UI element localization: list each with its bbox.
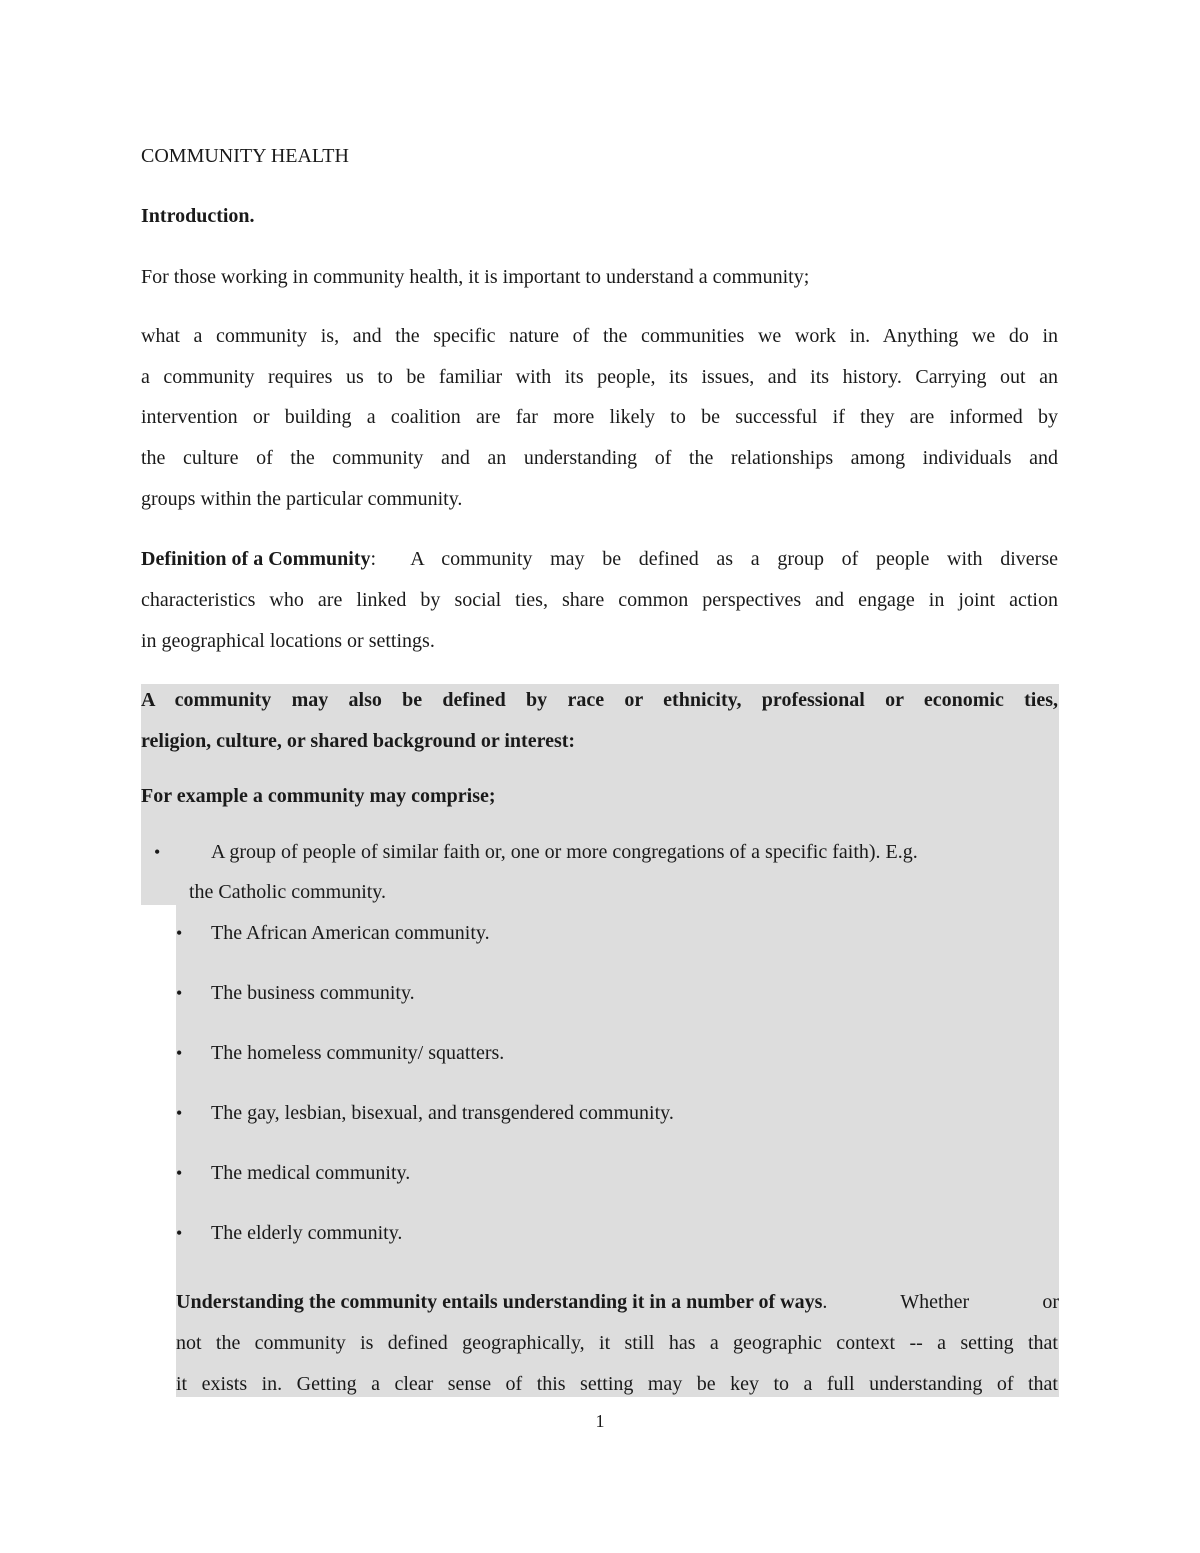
- definition-line: characteristics who are linked by social ties, share common perspectives and engage in joint action: [141, 589, 1058, 611]
- list-item: The homeless community/ squatters.: [211, 1042, 505, 1064]
- list-item-continuation: the Catholic community.: [189, 881, 387, 903]
- understanding-lead: Understanding the community entails understanding it in a number of ways: [176, 1291, 823, 1313]
- also-defined-line: religion, culture, or shared background or interest:: [141, 730, 576, 752]
- highlight-block-bottom: [176, 905, 1059, 1397]
- document-title: COMMUNITY HEALTH: [141, 145, 349, 167]
- bullet-symbol: •: [176, 1163, 183, 1183]
- bullet-symbol: •: [176, 1103, 183, 1123]
- bullet-symbol: •: [154, 842, 161, 862]
- intro-heading: Introduction.: [141, 205, 255, 227]
- also-defined-line: A community may also be defined by race or ethnicity, professional or economic ties,: [141, 689, 1058, 711]
- list-item: The medical community.: [211, 1162, 411, 1184]
- bullet-symbol: •: [176, 983, 183, 1003]
- list-item: The business community.: [211, 982, 415, 1004]
- bullet-symbol: •: [176, 923, 183, 943]
- page-number: 1: [595, 1411, 605, 1431]
- definition-term: Definition of a Community: [141, 548, 371, 570]
- intro-paragraph-line: the culture of the community and an understanding of the relationships among individuals and: [141, 447, 1058, 469]
- understanding-line: not the community is defined geographically, it still has a geographic context -- a setting that: [176, 1332, 1058, 1354]
- definition-line: [141, 547, 1058, 571]
- list-item: The elderly community.: [211, 1222, 403, 1244]
- intro-paragraph-line: intervention or building a coalition are far more likely to be successful if they are informed by: [141, 406, 1058, 428]
- definition-text: : A community may be defined as a group of people with diverse: [370, 548, 1058, 570]
- intro-paragraph-line: a community requires us to be familiar with its people, its issues, and its history. Carrying out an: [141, 366, 1058, 388]
- intro-paragraph-line: groups within the particular community.: [141, 488, 463, 510]
- definition-line: in geographical locations or settings.: [141, 630, 435, 652]
- list-item: A group of people of similar faith or, one or more congregations of a specific faith). E.g.: [211, 841, 918, 863]
- example-heading: For example a community may comprise;: [141, 785, 496, 807]
- bullet-symbol: •: [176, 1043, 183, 1063]
- bullet-symbol: •: [176, 1223, 183, 1243]
- understanding-text: . Whether or: [822, 1291, 1059, 1313]
- understanding-line: [176, 1290, 1059, 1314]
- understanding-line: it exists in. Getting a clear sense of this setting may be key to a full understanding of that: [176, 1373, 1058, 1395]
- intro-paragraph-line: what a community is, and the specific nature of the communities we work in. Anything we do in: [141, 325, 1058, 347]
- list-item: The African American community.: [211, 922, 490, 944]
- intro-lead: For those working in community health, it is important to understand a community;: [141, 266, 810, 288]
- list-item: The gay, lesbian, bisexual, and transgendered community.: [211, 1102, 674, 1124]
